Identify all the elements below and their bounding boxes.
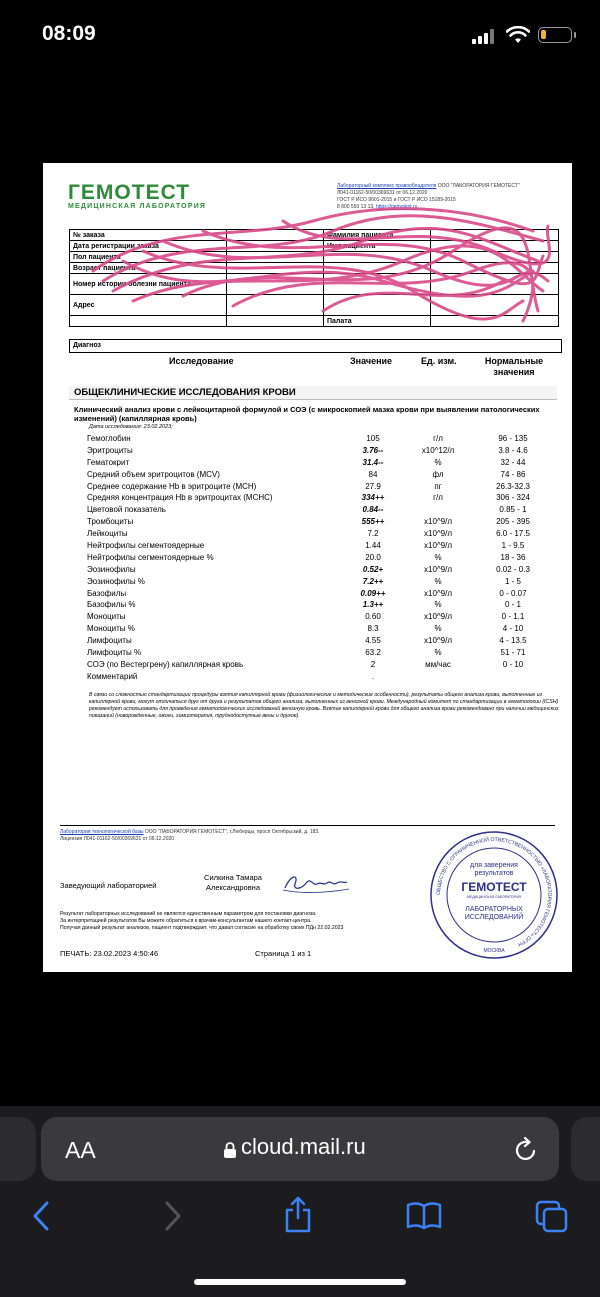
status-time: 08:09 xyxy=(42,22,96,45)
test-range: 0 - 1.1 xyxy=(501,612,525,622)
test-name: Нейтрофилы сегментоядерные xyxy=(87,541,205,551)
wifi-icon xyxy=(506,25,530,45)
test-name: Базофилы % xyxy=(87,600,136,610)
test-unit: x10^9/л xyxy=(424,564,452,574)
test-unit: x10^9/л xyxy=(424,612,452,622)
table-row xyxy=(43,588,572,600)
test-name: Эозинофилы % xyxy=(87,576,145,586)
stamp-ring-text: ОБЩЕСТВО С ОГРАНИЧЕННОЙ ОТВЕТСТВЕННОСТЬЮ «ЛАБОРАТОРИЯ ГЕМОТЕСТ» ОГРН xyxy=(435,836,553,948)
back-icon[interactable] xyxy=(31,1200,53,1232)
test-name: Лимфоциты xyxy=(87,636,132,646)
test-range: 4 - 13.5 xyxy=(499,636,527,646)
age-label: Возраст пациента xyxy=(70,263,227,274)
test-unit: % xyxy=(434,600,442,610)
table-row xyxy=(43,469,572,481)
doctor-name xyxy=(188,873,278,893)
test-name: Гемоглобин xyxy=(87,434,131,443)
logo-subtitle: МЕДИЦИНСКАЯ ЛАБОРАТОРИЯ xyxy=(68,203,207,210)
test-name: Средняя концентрация Hb в эритроцитах (MCHC) xyxy=(87,493,273,503)
disclaimer-line3: Получая данный результат анализов, пациент подтверждает, что давал согласие на обработку своих ПДн 22.02.2023 xyxy=(60,925,344,931)
header-lab-link[interactable]: Лабораторный комплекс правообладателя xyxy=(337,183,437,189)
test-unit: x10^9/л xyxy=(424,588,452,598)
col-normal-header: Нормальные значения xyxy=(484,356,544,377)
doctor-name-line1: Силкина Тамара xyxy=(204,873,262,882)
table-row xyxy=(43,647,572,659)
test-range: 0.02 - 0.3 xyxy=(496,564,530,574)
table-row xyxy=(43,528,572,540)
test-name: Моноциты % xyxy=(87,624,135,634)
test-value: 0.60 xyxy=(365,612,381,622)
stamp-line4: ИССЛЕДОВАНИЙ xyxy=(464,914,524,921)
test-value: 31.4-- xyxy=(362,457,384,467)
test-name: Среднее содержание Hb в эритроците (MCH) xyxy=(87,481,257,491)
stamp-sub: МЕДИЦИНСКАЯ ЛАБОРАТОРИЯ xyxy=(466,895,522,899)
test-name: Эритроциты xyxy=(87,445,133,455)
forward-icon[interactable] xyxy=(161,1200,183,1232)
footer-lab-info xyxy=(60,829,390,843)
test-range: 0 - 10 xyxy=(502,659,524,669)
ward-label: Палата xyxy=(324,316,431,327)
share-icon[interactable] xyxy=(283,1196,313,1234)
test-range: 51 - 71 xyxy=(500,648,526,658)
cellular-signal-icon xyxy=(472,28,498,44)
header-phone: 8 800 550 13 13, xyxy=(337,204,375,210)
table-row xyxy=(43,516,572,528)
print-timestamp: ПЕЧАТЬ: 23.02.2023 4:50:46 xyxy=(60,949,159,958)
test-value: . xyxy=(371,671,375,681)
test-value: 27.9 xyxy=(365,481,381,491)
table-row xyxy=(43,457,572,469)
stamp-city: МОСКВА xyxy=(483,948,505,954)
capillary-note: В связи со сложностью стандартизации процедуры взятия капиллярной крови (физиологические и методические особенности), результаты общего анализа крови, выполненные из капиллярной крови, могут отличаться друг от друга и результатов общего анализа, выполненных из венозной крови. Международный комитет по стандартизации в гематологии (ICSH) рекомендует использовать для проведения гематологических исследований венозную кровь. Взятие капиллярной крови для общего анализа крови рекомендовано при наличии медицинских показаний (новорожденные, ожоги, химиотерапия, труднодоступные вены и другое). xyxy=(89,692,559,719)
signature xyxy=(281,870,351,896)
logo-name: ГЕМОТЕСТ xyxy=(68,181,191,204)
results-table xyxy=(43,433,572,683)
status-bar xyxy=(0,0,600,70)
test-range: 6.0 - 17.5 xyxy=(496,529,530,539)
test-name: Базофилы xyxy=(87,588,127,598)
redaction-scribble xyxy=(83,201,553,331)
test-value: 0.52+ xyxy=(362,564,384,574)
test-name: Тромбоциты xyxy=(87,517,134,527)
test-unit: мм/час xyxy=(425,659,451,669)
address-bar[interactable] xyxy=(41,1117,559,1181)
prev-tab-peek[interactable] xyxy=(0,1117,36,1181)
test-value: 2 xyxy=(370,659,376,669)
test-unit: % xyxy=(434,552,442,562)
col-unit-header: Ед. изм. xyxy=(421,356,457,366)
test-name: Лейкоциты xyxy=(87,529,128,539)
test-name: СОЭ (по Вестергрену) капиллярная кровь xyxy=(87,659,244,669)
table-row xyxy=(43,623,572,635)
next-tab-peek[interactable] xyxy=(571,1117,600,1181)
test-value: 3.76-- xyxy=(362,445,384,455)
address-label: Адрес xyxy=(70,295,227,316)
header-gost: ГОСТ Р ИСО 9001-2015 и ГОСТ Р ИСО 15189-2015 xyxy=(337,197,456,203)
test-range: 96 - 135 xyxy=(498,434,528,443)
table-row xyxy=(43,433,572,445)
test-unit: пг xyxy=(434,481,442,491)
test-value: 334++ xyxy=(361,493,385,503)
test-unit: фл xyxy=(432,469,444,479)
test-range: 0 - 1 xyxy=(504,600,521,610)
header-line1: ООО "ЛАБОРАТОРИЯ ГЕМОТЕСТ" xyxy=(437,183,520,189)
table-row xyxy=(43,576,572,588)
table-row xyxy=(43,481,572,493)
test-range: 74 - 86 xyxy=(500,469,526,479)
table-row xyxy=(43,540,572,552)
test-unit: г/л xyxy=(433,434,443,443)
analysis-subtitle: Клинический анализ крови с лейкоцитарной формулой и СОЭ (с микроскопией мазка крови при выявлении патологических изменений) (капиллярная кровь) xyxy=(74,405,540,423)
test-unit: % xyxy=(434,648,442,658)
footer-divider xyxy=(60,825,555,826)
table-row xyxy=(43,611,572,623)
test-name: Комментарий xyxy=(87,671,138,681)
order-no-label: № заказа xyxy=(70,230,227,241)
test-range: 32 - 44 xyxy=(500,457,526,467)
table-row xyxy=(43,552,572,564)
footer-base-link[interactable]: Лаборатория технологической базы xyxy=(60,829,144,835)
test-value: 0.84-- xyxy=(362,505,384,515)
test-unit: г/л xyxy=(433,493,443,503)
study-date: Дата исследования: 23.02.2023; xyxy=(89,424,173,430)
test-value: 555++ xyxy=(361,517,385,527)
test-name: Лимфоциты % xyxy=(87,648,142,658)
test-range: 205 - 395 xyxy=(496,517,530,527)
name-label: Имя пациента xyxy=(324,241,431,252)
table-row xyxy=(43,599,572,611)
card-label: Номер истории болезни пациента xyxy=(70,274,227,295)
test-unit: % xyxy=(434,624,442,634)
battery-icon xyxy=(538,27,572,43)
table-row xyxy=(43,445,572,457)
stamp-line3: ЛАБОРАТОРНЫХ xyxy=(465,906,523,913)
test-range: 0 - 0.07 xyxy=(499,588,527,598)
lastname-label: Фамилия пациента xyxy=(324,230,431,241)
test-value: 20.0 xyxy=(365,552,381,562)
table-row xyxy=(43,564,572,576)
stamp-brand: ГЕМОТЕСТ xyxy=(461,880,527,894)
home-indicator xyxy=(194,1279,406,1285)
disclaimer-line1: Результат лабораторных исследований не является единственным параметром для постановки диагноза. xyxy=(60,911,317,917)
test-value: 63.2 xyxy=(365,648,381,658)
test-range: 4 - 10 xyxy=(502,624,524,634)
disclaimer-line2: За интерпретацией результатов Вы можете обратиться к врачам-консультантам нашего контакт-центра. xyxy=(60,918,312,924)
test-range: 306 - 324 xyxy=(496,493,530,503)
test-value: 0.09++ xyxy=(360,588,386,598)
doctor-name-line2: Александровна xyxy=(206,883,260,892)
test-value: 7.2 xyxy=(367,529,379,539)
page-number: Страница 1 из 1 xyxy=(255,949,312,958)
lab-report-document xyxy=(43,163,572,972)
test-unit: % xyxy=(434,576,442,586)
reg-date-label: Дата регистрации заказа xyxy=(70,241,227,252)
test-value: 8.3 xyxy=(367,624,379,634)
test-unit: x10^9/л xyxy=(424,529,452,539)
test-name: Гематокрит xyxy=(87,457,130,467)
test-value: 105 xyxy=(366,434,380,443)
reload-icon[interactable] xyxy=(514,1135,540,1163)
table-row xyxy=(43,671,572,683)
stamp-line2: результатов xyxy=(474,870,514,877)
reader-aa-button[interactable] xyxy=(65,1137,96,1164)
lab-stamp xyxy=(429,830,559,960)
test-unit: % xyxy=(434,457,442,467)
url-text: cloud.mail.ru xyxy=(241,1134,366,1159)
footer-license: Лицензия Л041-01162-50/00369631 от 06.12.2020 xyxy=(60,836,175,842)
test-range: 26.3-32.3 xyxy=(496,481,530,491)
test-value: 84 xyxy=(368,469,378,479)
test-name: Цветовой показатель xyxy=(87,505,166,515)
test-range: 1 - 5 xyxy=(504,576,521,586)
lock-icon xyxy=(223,1141,237,1159)
test-value: 1.44 xyxy=(365,541,381,551)
diagnosis-label: Диагноз xyxy=(69,339,562,353)
test-name: Эозинофилы xyxy=(87,564,136,574)
test-unit: x10^9/л xyxy=(424,517,452,527)
col-value-header: Значение xyxy=(350,356,393,366)
footer-disclaimer xyxy=(60,911,390,932)
bookmarks-icon[interactable] xyxy=(405,1201,443,1231)
table-row xyxy=(43,504,572,516)
tabs-icon[interactable] xyxy=(534,1199,570,1235)
test-range: 3.8 - 4.6 xyxy=(498,445,528,455)
section-title: ОБЩЕКЛИНИЧЕСКИЕ ИССЛЕДОВАНИЯ КРОВИ xyxy=(69,386,557,400)
test-range: 18 - 36 xyxy=(500,552,526,562)
test-value: 1.3++ xyxy=(362,600,384,610)
table-row xyxy=(43,492,572,504)
footer-base-address: ООО "ЛАБОРАТОРИЯ ГЕМОТЕСТ", г.Люберцы, прoсп Октябрьский, д. 183. xyxy=(144,829,320,835)
table-row xyxy=(43,635,572,647)
header-site-link[interactable]: https://gemotest.ru xyxy=(375,204,418,210)
test-range: 0.85 - 1 xyxy=(499,505,527,515)
head-of-lab-label: Заведующий лабораторией xyxy=(60,881,157,890)
test-value: 4.55 xyxy=(365,636,381,646)
test-range: 1 - 9.5 xyxy=(501,541,525,551)
sex-label: Пол пациента xyxy=(70,252,227,263)
test-unit: x10^12/л xyxy=(421,445,455,455)
test-value: 7.2++ xyxy=(362,576,384,586)
stamp-line1: для заверения xyxy=(470,862,518,869)
test-name: Средний объем эритроцитов (MCV) xyxy=(87,469,220,479)
test-unit: x10^9/л xyxy=(424,636,452,646)
reader-aa-label: AA xyxy=(65,1137,96,1163)
table-row xyxy=(43,659,572,671)
header-license: Л041-01162-50/00369631 от 06.12.2020 xyxy=(337,190,428,196)
test-unit: x10^9/л xyxy=(424,541,452,551)
test-name: Моноциты xyxy=(87,612,126,622)
col-study-header: Исследование xyxy=(169,356,234,366)
test-name: Нейтрофилы сегментоядерные % xyxy=(87,552,214,562)
